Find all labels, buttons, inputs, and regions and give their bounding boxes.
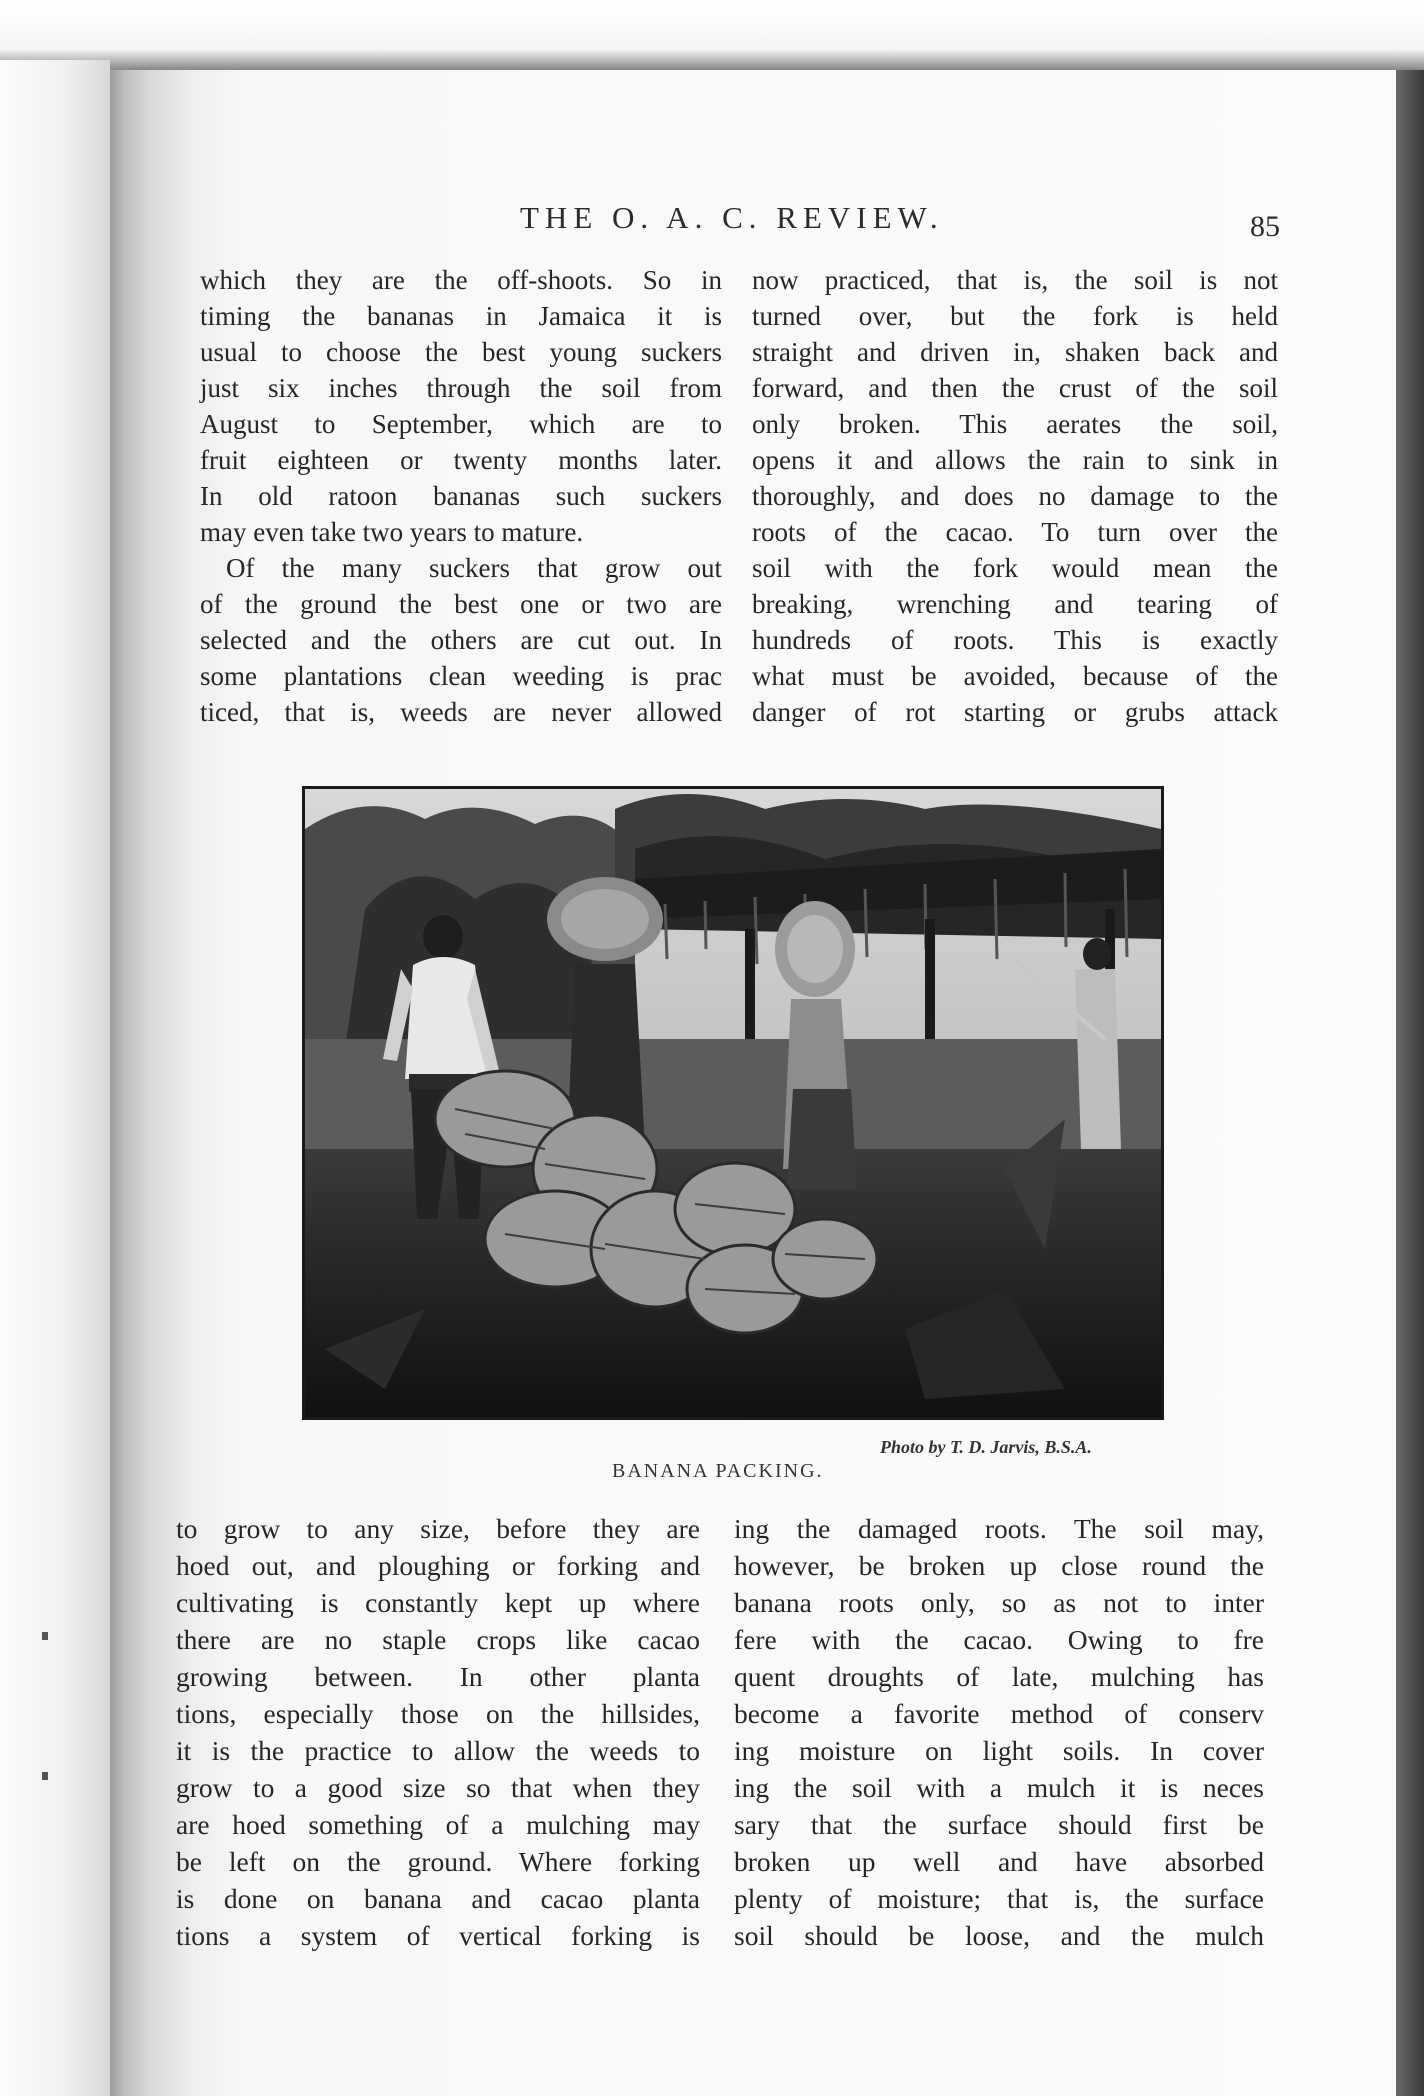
text-line: plenty of moisture; that is, the surface: [734, 1883, 1264, 1914]
text-line: thoroughly, and does no damage to the: [752, 481, 1278, 511]
text-line: tions a system of vertical forking is: [176, 1920, 700, 1951]
text-line: which they are the off-shoots. So in: [200, 265, 722, 295]
photograph-banana-packing: [302, 786, 1164, 1420]
text-line: are hoed something of a mulching may: [176, 1809, 700, 1840]
text-line: now practiced, that is, the soil is not: [752, 265, 1278, 295]
text-line: is done on banana and cacao planta: [176, 1883, 700, 1914]
text-line: soil with the fork would mean the: [752, 553, 1278, 583]
text-line: there are no staple crops like cacao: [176, 1624, 700, 1655]
text-line: selected and the others are cut out. In: [200, 625, 722, 655]
text-line: grow to a good size so that when they: [176, 1772, 700, 1803]
text-line: however, be broken up close round the: [734, 1550, 1264, 1581]
text-line: ticed, that is, weeds are never allowed: [200, 697, 722, 727]
text-line: hundreds of roots. This is exactly: [752, 625, 1278, 655]
text-line: timing the bananas in Jamaica it is: [200, 301, 722, 331]
text-line: turned over, but the fork is held: [752, 301, 1278, 331]
text-line: ing the damaged roots. The soil may,: [734, 1513, 1264, 1544]
text-line: sary that the surface should first be: [734, 1809, 1264, 1840]
text-line: be left on the ground. Where forking: [176, 1846, 700, 1877]
scan-left-margin: [0, 60, 110, 2096]
text-line: cultivating is constantly kept up where: [176, 1587, 700, 1618]
text-line: forward, and then the crust of the soil: [752, 373, 1278, 403]
text-line: roots of the cacao. To turn over the: [752, 517, 1278, 547]
column-bottom-right: [734, 1510, 1264, 1954]
text-line: breaking, wrenching and tearing of: [752, 589, 1278, 619]
text-line: become a favorite method of conserv: [734, 1698, 1264, 1729]
text-line: ing the soil with a mulch it is neces: [734, 1772, 1264, 1803]
photo-illustration: [305, 789, 1161, 1417]
text-line: banana roots only, so as not to inter: [734, 1587, 1264, 1618]
text-line: what must be avoided, because of the: [752, 661, 1278, 691]
margin-mark: [42, 1772, 48, 1780]
text-line: broken up well and have absorbed: [734, 1846, 1264, 1877]
text-line: may even take two years to mature.: [200, 517, 584, 547]
text-line: Of the many suckers that grow out: [226, 553, 722, 583]
column-bottom-left: [176, 1510, 700, 1954]
text-line: usual to choose the best young suckers: [200, 337, 722, 367]
text-line: fere with the cacao. Owing to fre: [734, 1624, 1264, 1655]
text-line: straight and driven in, shaken back and: [752, 337, 1278, 367]
column-top-left: [200, 262, 722, 730]
running-head: THE O. A. C. REVIEW.: [520, 200, 944, 235]
text-line: to grow to any size, before they are: [176, 1513, 700, 1544]
text-line: August to September, which are to: [200, 409, 722, 439]
text-line: ing moisture on light soils. In cover: [734, 1735, 1264, 1766]
text-line: of the ground the best one or two are: [200, 589, 722, 619]
text-line: only broken. This aerates the soil,: [752, 409, 1278, 439]
text-line: it is the practice to allow the weeds to: [176, 1735, 700, 1766]
column-top-right: [752, 262, 1278, 730]
text-line: fruit eighteen or twenty months later.: [200, 445, 722, 475]
text-line: some plantations clean weeding is prac: [200, 661, 722, 691]
text-line: soil should be loose, and the mulch: [734, 1920, 1264, 1951]
page-right-edge: [1396, 70, 1424, 2096]
page-number: 85: [1250, 210, 1280, 243]
photo-credit: Photo by T. D. Jarvis, B.S.A.: [880, 1437, 1092, 1457]
text-line: growing between. In other planta: [176, 1661, 700, 1692]
text-line: opens it and allows the rain to sink in: [752, 445, 1278, 475]
text-line: danger of rot starting or grubs attack: [752, 697, 1278, 727]
text-line: In old ratoon bananas such suckers: [200, 481, 722, 511]
text-line: quent droughts of late, mulching has: [734, 1661, 1264, 1692]
text-line: tions, especially those on the hillsides,: [176, 1698, 700, 1729]
photo-caption: BANANA PACKING.: [612, 1460, 824, 1482]
text-line: hoed out, and ploughing or forking and: [176, 1550, 700, 1581]
margin-mark: [42, 1632, 48, 1640]
text-line: just six inches through the soil from: [200, 373, 722, 403]
